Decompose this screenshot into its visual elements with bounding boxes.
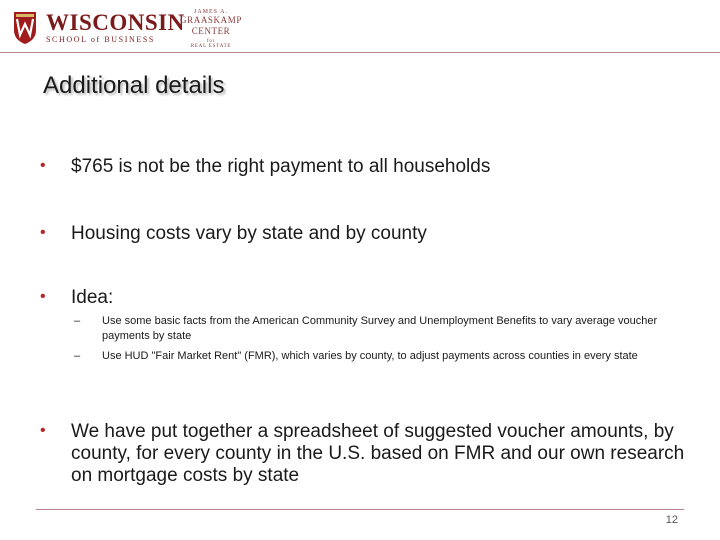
- sub-bullet-marker: –: [74, 315, 81, 327]
- bullet-marker: •: [40, 224, 46, 241]
- school-name: SCHOOL of BUSINESS: [46, 35, 155, 44]
- university-name: WISCONSIN: [46, 10, 185, 35]
- footer-divider: [36, 509, 684, 510]
- bullet-text: Housing costs vary by state and by county: [71, 223, 427, 244]
- sub-bullet-text: Use some basic facts from the American Community Survey and Unemployment Benefits to vary average voucher payments by state: [102, 315, 658, 342]
- center-line-4: REAL ESTATE: [190, 44, 232, 49]
- bullet-text: Idea:: [71, 287, 114, 308]
- bullet-text: $765 is not be the right payment to all households: [71, 156, 491, 177]
- uw-wordmark: [46, 12, 185, 44]
- center-line-1: JAMES A.: [193, 9, 228, 15]
- page-number: 12: [665, 514, 678, 526]
- sub-bullet-text: Use HUD "Fair Market Rent" (FMR), which varies by county, to adjust payments across counties in every state: [102, 350, 638, 362]
- graaskamp-center-logo: [166, 9, 256, 49]
- bullet-marker: •: [40, 157, 46, 174]
- header-divider: [0, 52, 720, 53]
- sub-bullet-marker: –: [74, 350, 81, 362]
- bullet-text: We have put together a spreadsheet of suggested voucher amounts, by county, for every county in the U.S. based on FMR and our own research on mortgage costs by state: [71, 421, 685, 486]
- slide-title: Additional details: [43, 72, 225, 99]
- slide-header: [0, 0, 720, 56]
- bullet-marker: •: [40, 288, 46, 305]
- bullet-marker: •: [40, 422, 46, 439]
- center-line-3: for: [206, 39, 216, 44]
- uw-crest-logo: [12, 10, 38, 46]
- center-line-2: GRAASKAMP CENTER: [180, 15, 242, 36]
